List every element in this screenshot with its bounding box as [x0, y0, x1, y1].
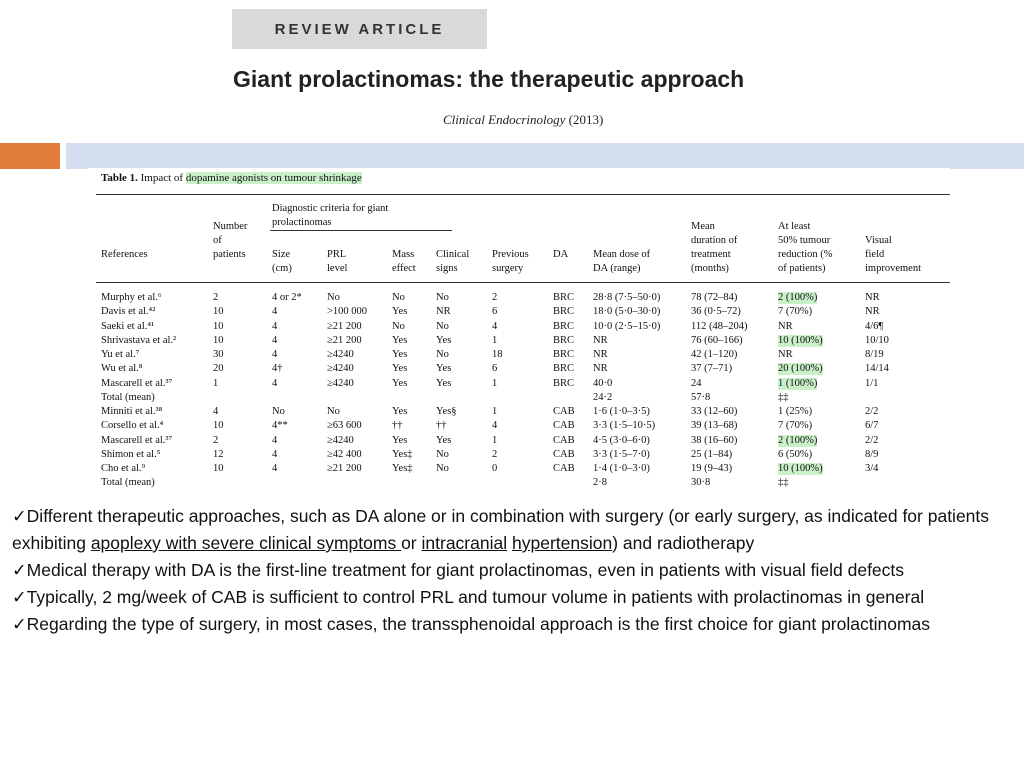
table-cell: 28·8 (7·5–50·0): [593, 292, 661, 303]
table-cell: 2 (100%): [778, 434, 818, 446]
table-cell: 3/4: [865, 463, 879, 474]
table-cell: 7 (70%): [778, 420, 813, 432]
table-cell: 3·3 (1·5–10·5): [593, 420, 656, 432]
bullet-1-text: ✓Different therapeutic approaches, such as DA alone or in combination with surgery (or early surgery, as indicated for patients exhibiting: [12, 506, 990, 553]
table-cell: 42 (1–120): [691, 349, 738, 360]
table-cell: Yes‡: [392, 463, 413, 474]
table-cell: 38 (16–60): [691, 434, 738, 446]
table-cell: 10·0 (2·5–15·0): [593, 320, 661, 332]
table-cell: CAB: [553, 448, 575, 460]
table-cell: 1/1: [865, 377, 879, 389]
header-bottom-rule: [96, 282, 950, 283]
table-caption: [101, 172, 362, 184]
table-cell: 24·2: [593, 391, 613, 403]
impact-table: [88, 168, 950, 495]
table-cell: Mascarell et al.³⁷: [101, 434, 173, 446]
table-cell: Yes: [392, 349, 408, 360]
table-cell: 4: [213, 406, 219, 417]
table-top-rule: [96, 194, 950, 195]
table-cell: Davis et al.⁴²: [101, 306, 156, 318]
table-cell: 36 (0·5–72): [691, 306, 741, 318]
table-cell: 40·0: [593, 377, 613, 389]
table-cell: Yes: [392, 434, 408, 446]
table-cell: No: [436, 448, 449, 460]
table-cell: 4: [272, 448, 278, 460]
table-cell: 30·8: [691, 477, 711, 489]
table-cell: 4**: [272, 420, 288, 432]
table-cell: Yes: [392, 306, 408, 318]
table-cell: 1·6 (1·0–3·5): [593, 406, 650, 417]
table-cell: Murphy et al.⁶: [101, 292, 162, 303]
table-cell: 2: [492, 448, 498, 460]
bullet-4: ✓Regarding the type of surgery, in most cases, the transsphenoidal approach is the first choice for giant prolactinomas: [12, 614, 931, 634]
table-cell: ≥63 600: [327, 420, 362, 432]
table-cell: 4: [492, 320, 498, 332]
table-cell: NR: [436, 306, 451, 318]
table-cell: 24: [691, 377, 702, 389]
journal-name: Clinical Endocrinology: [443, 112, 566, 127]
table-cell: 1: [492, 434, 498, 446]
table-cell: 10: [213, 334, 224, 346]
table-cell: Cho et al.⁹: [101, 463, 146, 474]
table-cell: 19 (9–43): [691, 463, 733, 474]
column-header: Size (cm): [272, 249, 292, 274]
table-cell: Yes: [392, 406, 408, 417]
table-caption-highlight: dopamine agonists on tumour shrinkage: [185, 172, 362, 184]
table-cell: 4/6¶: [865, 320, 884, 332]
table-cell: 12: [213, 448, 224, 460]
column-header: Mean duration of treatment (months): [691, 221, 738, 274]
table-cell: 39 (13–68): [691, 420, 738, 432]
table-cell: No: [436, 463, 449, 474]
table-cell: 7 (70%): [778, 306, 813, 318]
table-cell: ‡‡: [778, 391, 789, 403]
table-cell: 33 (12–60): [691, 406, 738, 417]
table-cell: No: [436, 349, 449, 360]
table-cell: 2 (100%): [778, 292, 818, 303]
table-cell: Yes‡: [392, 448, 413, 460]
column-header: At least 50% tumour reduction (% of patients): [778, 221, 833, 274]
table-cell: NR: [865, 292, 880, 303]
table-cell: NR: [778, 320, 793, 332]
table-cell: 4: [272, 306, 278, 318]
table-cell: Corsello et al.⁴: [101, 420, 164, 432]
table-cell: BRC: [553, 349, 575, 360]
table-cell: ‡‡: [778, 477, 789, 489]
table-cell: Shrivastava et al.²: [101, 334, 177, 346]
table-cell: Yes: [392, 377, 408, 389]
table-cell: 76 (60–166): [691, 334, 743, 346]
table-cell: No: [436, 320, 449, 332]
table-cell: Yes: [392, 334, 408, 346]
table-cell: 10 (100%): [778, 463, 823, 474]
table-cell: 14/14: [865, 363, 889, 375]
table-cell: CAB: [553, 463, 575, 474]
orange-accent-bar: [0, 143, 60, 169]
article-title: Giant prolactinomas: the therapeutic approach: [233, 66, 745, 92]
table-cell: Shimon et al.⁵: [101, 448, 161, 460]
table-cell: BRC: [553, 363, 575, 375]
table-cell: 20: [213, 363, 224, 375]
table-cell: ≥4240: [327, 434, 354, 446]
table-cell: 20 (100%): [778, 363, 823, 375]
banner-text: REVIEW ARTICLE: [274, 20, 445, 38]
diagnostic-criteria-header: Diagnostic criteria for giant prolactinomas: [272, 203, 389, 228]
table-cell: 2·8: [593, 477, 607, 489]
column-header: Visual field improvement: [865, 235, 921, 274]
table-cell: No: [392, 292, 405, 303]
table-cell: >100 000: [327, 306, 368, 318]
bullet-1-text-2: or: [401, 533, 422, 553]
table-cell: 10: [213, 420, 224, 432]
table-cell: 57·8: [691, 391, 711, 403]
column-header: DA: [553, 249, 569, 260]
table-cell: CAB: [553, 434, 575, 446]
table-cell: 18·0 (5·0–30·0): [593, 306, 661, 318]
table-cell: 30: [213, 349, 224, 360]
table-cell: 1·4 (1·0–3·0): [593, 463, 650, 474]
table-cell: NR: [865, 306, 880, 318]
table-cell: No: [436, 292, 449, 303]
table-caption-label: Table 1.: [101, 172, 138, 184]
table-cell: 2: [492, 292, 498, 303]
table-cell: BRC: [553, 334, 575, 346]
bullet-list: [12, 503, 1012, 638]
table-cell: ††: [392, 420, 403, 432]
table-cell: 4†: [272, 363, 283, 375]
bullet-1-text-3: ) and radiotherapy: [612, 533, 755, 553]
column-header: Mean dose of DA (range): [593, 249, 651, 274]
table-cell: Total (mean): [101, 391, 155, 403]
table-cell: 4 or 2*: [272, 292, 302, 303]
table-cell: ≥21 200: [327, 320, 362, 332]
table-cell: 8/19: [865, 349, 884, 360]
column-header: Clinical signs: [436, 249, 470, 274]
table-cell: 0: [492, 463, 498, 474]
table-cell: 3·3 (1·5–7·0): [593, 448, 650, 460]
column-header: Mass effect: [392, 249, 416, 274]
table-cell: 4: [272, 377, 278, 389]
table-cell: Yes: [436, 363, 452, 375]
table-cell: CAB: [553, 406, 575, 417]
table-cell: 4: [492, 420, 498, 432]
table-cell: 6 (50%): [778, 448, 813, 460]
table-cell: Yes: [392, 363, 408, 375]
table-caption-prefix: Impact of: [140, 172, 184, 184]
table-cell: 112 (48–204): [691, 320, 748, 332]
table-cell: 6: [492, 306, 498, 318]
column-header: Number of patients: [213, 221, 248, 260]
table-cell: 78 (72–84): [691, 292, 738, 303]
table-cell: BRC: [553, 320, 575, 332]
journal-citation: [443, 112, 603, 128]
table-cell: No: [392, 320, 405, 332]
table-cell: 1: [492, 334, 498, 346]
table-cell: NR: [593, 363, 608, 375]
table-cell: NR: [778, 349, 793, 360]
table-cell: Minniti et al.³⁸: [101, 406, 163, 417]
table-cell: 1: [492, 377, 498, 389]
bullet-1-link-intracranial: intracranial: [421, 533, 508, 553]
table-cell: BRC: [553, 377, 575, 389]
table-cell: 1 (100%): [778, 377, 818, 389]
table-cell: 25 (1–84): [691, 448, 733, 460]
table-cell: 1: [213, 377, 219, 389]
table-cell: 10: [213, 463, 224, 474]
table-cell: 1: [492, 406, 498, 417]
table-cell: 2: [213, 292, 219, 303]
table-cell: NR: [593, 349, 608, 360]
table-cell: 4: [272, 334, 278, 346]
table-cell: Saeki et al.⁴¹: [101, 320, 155, 332]
bullet-1-link-hypertension: hypertension: [512, 533, 613, 553]
table-cell: 4: [272, 463, 278, 474]
table-cell: 6: [492, 363, 498, 375]
column-header: Previous surgery: [492, 249, 529, 274]
table-cell: 2/2: [865, 406, 879, 417]
group-header-rule: [270, 230, 452, 231]
table-cell: 2: [213, 434, 219, 446]
table-cell: BRC: [553, 292, 575, 303]
table-cell: No: [327, 406, 340, 417]
table-cell: ≥21 200: [327, 463, 362, 474]
table-cell: 1 (25%): [778, 406, 813, 417]
table-cell: 6/7: [865, 420, 879, 432]
table-cell: 4·5 (3·0–6·0): [593, 434, 650, 446]
table-cell: Yes§: [436, 406, 457, 417]
journal-year: (2013): [568, 112, 604, 127]
table-cell: Total (mean): [101, 477, 155, 489]
table-cell: No: [327, 292, 340, 303]
table-cell: 2/2: [865, 434, 879, 446]
table-cell: 10: [213, 320, 224, 332]
table-cell: NR: [593, 334, 608, 346]
table-cell: Yes: [436, 334, 452, 346]
table-cell: ≥4240: [327, 377, 354, 389]
bullet-1-link-apoplexy: apoplexy with severe clinical symptoms: [90, 533, 402, 553]
table-cell: Yu et al.⁷: [101, 349, 140, 360]
table-cell: CAB: [553, 420, 575, 432]
table-cell: 4: [272, 320, 278, 332]
table-cell: No: [272, 406, 285, 417]
table-cell: ††: [436, 420, 447, 432]
review-article-banner: [232, 9, 487, 49]
table-cell: ≥21 200: [327, 334, 362, 346]
blue-divider-band: [66, 143, 1024, 169]
table-cell: 37 (7–71): [691, 363, 733, 375]
table-cell: 4: [272, 349, 278, 360]
table-cell: BRC: [553, 306, 575, 318]
table-cell: ≥4240: [327, 363, 354, 375]
table-cell: Yes: [436, 377, 452, 389]
bullet-3: ✓Typically, 2 mg/week of CAB is sufficient to control PRL and tumour volume in patients with prolactinomas in general: [12, 587, 925, 607]
table-cell: 18: [492, 349, 503, 360]
table-cell: ≥42 400: [327, 448, 362, 460]
table-cell: 10: [213, 306, 224, 318]
table-cell: 4: [272, 434, 278, 446]
bullet-1: [12, 503, 1012, 557]
column-header: PRL level: [327, 249, 348, 274]
column-header: References: [101, 249, 148, 260]
table-cell: 10/10: [865, 334, 889, 346]
table-cell: 8/9: [865, 448, 879, 460]
table-cell: Yes: [436, 434, 452, 446]
table-cell: Wu et al.⁸: [101, 363, 143, 375]
table-cell: 10 (100%): [778, 334, 823, 346]
table-cell: Mascarell et al.³⁷: [101, 377, 173, 389]
table-cell: ≥4240: [327, 349, 354, 360]
bullet-2: ✓Medical therapy with DA is the first-line treatment for giant prolactinomas, even in patients with visual field defects: [12, 560, 905, 580]
